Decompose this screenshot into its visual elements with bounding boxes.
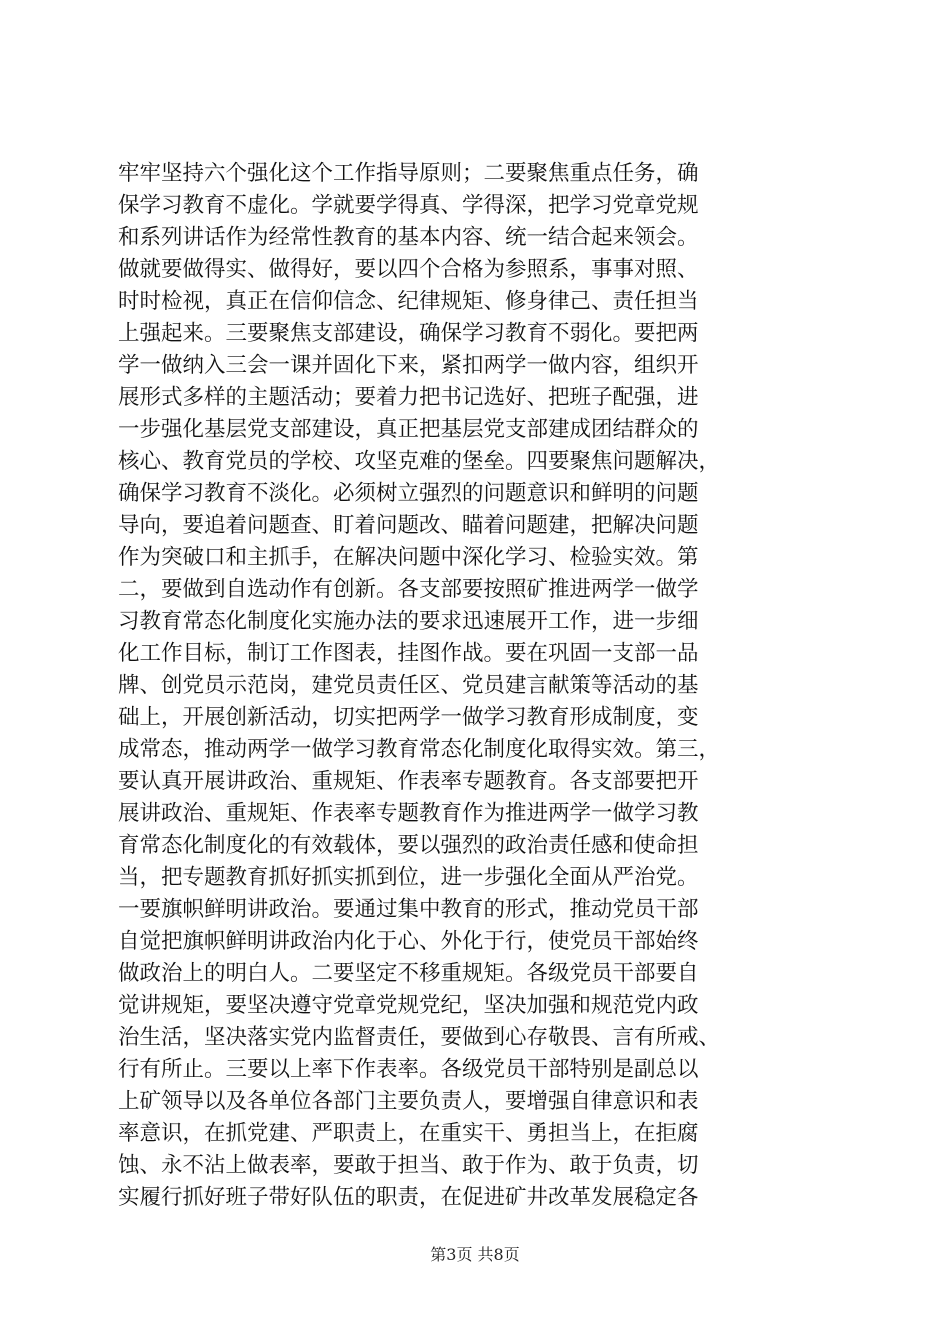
text-line: 蚀、永不沾上做表率，要敢于担当、敢于作为、敢于负责，切 <box>118 1153 699 1178</box>
text-line: 展讲政治、重规矩、作表率专题教育作为推进两学一做学习教 <box>118 801 699 826</box>
text-line: 化工作目标，制订工作图表，挂图作战。要在巩固一支部一品 <box>118 641 699 666</box>
text-line: 确保学习教育不淡化。必须树立强烈的问题意识和鲜明的问题 <box>118 481 699 506</box>
text-line: 做政治上的明白人。二要坚定不移重规矩。各级党员干部要自 <box>118 961 699 986</box>
text-line: 二，要做到自选动作有创新。各支部要按照矿推进两学一做学 <box>118 577 699 602</box>
text-line: 育常态化制度化的有效载体，要以强烈的政治责任感和使命担 <box>118 833 699 858</box>
text-line: 上矿领导以及各单位各部门主要负责人，要增强自律意识和表 <box>118 1089 699 1114</box>
text-line: 率意识，在抓党建、严职责上，在重实干、勇担当上，在拒腐 <box>118 1121 699 1146</box>
text-line: 保学习教育不虚化。学就要学得真、学得深，把学习党章党规 <box>118 193 699 218</box>
text-line: 时时检视，真正在信仰信念、纪律规矩、修身律己、责任担当 <box>118 289 699 314</box>
body-text <box>118 158 838 1214</box>
text-line: 展形式多样的主题活动；要着力把书记选好、把班子配强，进 <box>118 385 699 410</box>
text-line: 行有所止。三要以上率下作表率。各级党员干部特别是副总以 <box>118 1057 699 1082</box>
text-line: 要认真开展讲政治、重规矩、作表率专题教育。各支部要把开 <box>118 769 699 794</box>
text-line: 一步强化基层党支部建设，真正把基层党支部建成团结群众的 <box>118 417 699 442</box>
text-line: 做就要做得实、做得好，要以四个合格为参照系，事事对照、 <box>118 257 699 282</box>
text-line: 核心、教育党员的学校、攻坚克难的堡垒。四要聚焦问题解决， <box>118 449 721 474</box>
text-line: 自觉把旗帜鲜明讲政治内化于心、外化于行，使党员干部始终 <box>118 929 699 954</box>
text-line: 实履行抓好班子带好队伍的职责，在促进矿井改革发展稳定各 <box>118 1185 699 1210</box>
text-line: 牢牢坚持六个强化这个工作指导原则；二要聚焦重点任务，确 <box>118 161 699 186</box>
text-line: 治生活，坚决落实党内监督责任，要做到心存敬畏、言有所戒、 <box>118 1025 721 1050</box>
page-footer: 第3页 共8页 <box>430 1245 520 1264</box>
text-line: 导向，要追着问题查、盯着问题改、瞄着问题建，把解决问题 <box>118 513 699 538</box>
text-line: 上强起来。三要聚焦支部建设，确保学习教育不弱化。要把两 <box>118 321 699 346</box>
text-line: 学一做纳入三会一课并固化下来，紧扣两学一做内容，组织开 <box>118 353 699 378</box>
text-line: 作为突破口和主抓手，在解决问题中深化学习、检验实效。第 <box>118 545 699 570</box>
text-line: 觉讲规矩，要坚决遵守党章党规党纪，坚决加强和规范党内政 <box>118 993 699 1018</box>
text-line: 牌、创党员示范岗，建党员责任区、党员建言献策等活动的基 <box>118 673 699 698</box>
text-line: 础上，开展创新活动，切实把两学一做学习教育形成制度，变 <box>118 705 699 730</box>
text-line: 习教育常态化制度化实施办法的要求迅速展开工作，进一步细 <box>118 609 699 634</box>
text-line: 成常态，推动两学一做学习教育常态化制度化取得实效。第三， <box>118 737 721 762</box>
text-line: 当，把专题教育抓好抓实抓到位，进一步强化全面从严治党。 <box>118 865 699 890</box>
text-line: 一要旗帜鲜明讲政治。要通过集中教育的形式，推动党员干部 <box>118 897 699 922</box>
text-line: 和系列讲话作为经常性教育的基本内容、统一结合起来领会。 <box>118 225 699 250</box>
